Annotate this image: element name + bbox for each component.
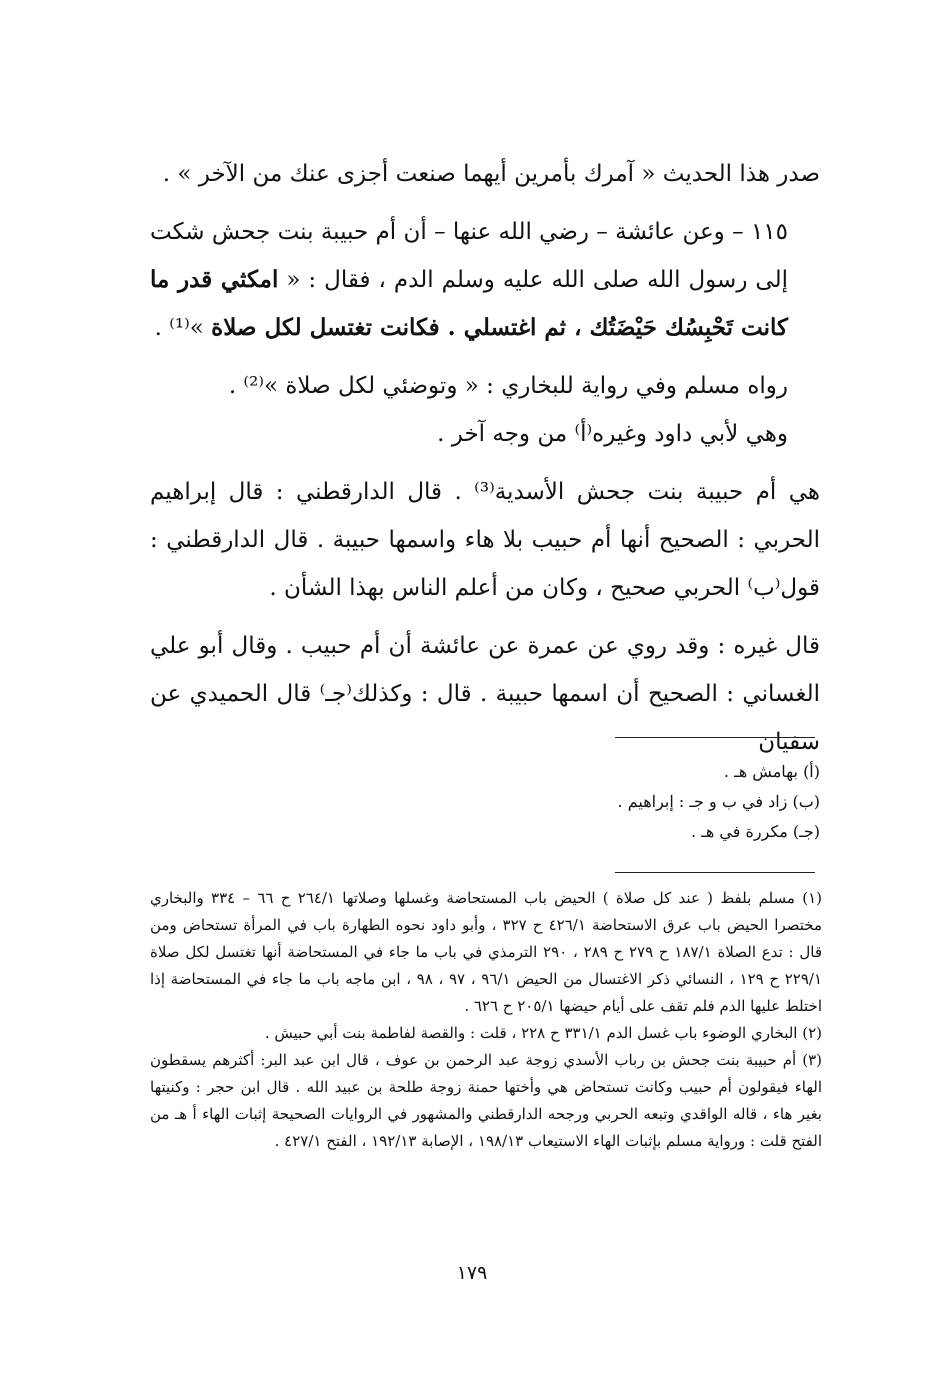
footnote-divider [615, 737, 815, 738]
editor-note: (ب) زاد في ب و جـ : إبراهيم . [617, 792, 820, 811]
editor-note: (جـ) مكررة في هـ . [691, 822, 820, 841]
footnote: (٣) أم حبيبة بنت جحش بن رباب الأسدي زوجة عبد الرحمن بن عوف ، قال ابن عبد البر: أكثرهم يسقطون الهاء فيقولون أم حبيب وكانت تستحاض هي وأختها حمنة زوجة طلحة بن عبيد الله . قال ابن حجر : وكنيتها بغير هاء ، قاله الواقدي وتبعه الحربي ورجحه الدارقطني والمشهور في الروايات الصحيحة إثبات الهاء أ هـ من الفتح قلت : ورواية مسلم بإثبات الهاء الاستيعاب ١٩٨/١٣ ، الإصابة ١٩٢/١٣ ، الفتح ٤٢٧/١ . [150, 1051, 822, 1150]
editor-notes [560, 757, 820, 847]
footnote: (١) مسلم بلفظ ( عند كل صلاة ) الحيض باب المستحاضة وغسلها وصلاتها ٢٦٤/١ ح ٦٦ – ٣٣٤ والبخاري مختصرا الحيض باب عرق الاستحاضة ٤٢٦/١ ح ٣٢٧ ، وأبو داود نحوه الطهارة باب في المرأة تستحاض ومن قال : تدع الصلاة ١٨٧/١ ح ٢٧٩ ح ٢٨٩ ، ٢٩٠ الترمذي في باب ما جاء في المستحاضة أنها تغتسل لكل صلاة ٢٢٩/١ ح ١٢٩ ، النسائي ذكر الاغتسال من الحيض ٩٦/١ ، ٩٧ ، ٩٨ ، ابن ماجه باب ما جاء في المستحاضة إذا اختلط عليها الدم فلم تقف على أيام حيضها ٢٠٥/١ ح ٦٢٦ . [150, 889, 823, 1015]
hadith-narration: ١١٥ – وعن عائشة – رضي الله عنها – أن أم حبيبة بنت جحش شكت إلى رسول الله صلى الله عليه وسلم الدم ، فقال : « [150, 219, 788, 293]
hadith-closing: »⁽¹⁾ . [154, 315, 212, 341]
paragraph-others: قال غيره : وقد روي عن عمرة عن عائشة أن أم حبيب . وقال أبو علي الغساني : الصحيح أن اسمها حبيبة . قال : وكذلك⁽جـ⁾ قال الحميدي عن سفيان [150, 633, 820, 755]
main-text [150, 150, 820, 776]
paragraph-muslim-narration: رواه مسلم وفي رواية للبخاري : « وتوضئي لكل صلاة »⁽²⁾ . [228, 373, 788, 399]
paragraph-hadith-intro: صدر هذا الحديث « آمرك بأمرين أيهما صنعت أجزى عنك من الآخر » . [162, 161, 820, 187]
hadith-text-bold: امكثي قدر ما كانت تَحْبِسُك حَيْضَتُك ، ثم اغتسلي . فكانت تغتسل لكل صلاة [150, 266, 788, 341]
footnote-divider [615, 872, 815, 873]
paragraph-umm-habiba: هي أم حبيبة بنت جحش الأسدية⁽³⁾ . قال الدارقطني : قال إبراهيم الحربي : الصحيح أنها أم حبيب بلا هاء واسمها حبيبة . قال الدارقطني : قول⁽ب⁾ الحربي صحيح ، وكان من أعلم الناس بهذا الشأن . [150, 479, 820, 601]
page-number: ١٧٩ [456, 1262, 488, 1284]
footnotes [150, 885, 822, 1155]
paragraph-hadith-115 [150, 208, 820, 352]
paragraph-abu-dawud: وهي لأبي داود وغيره⁽أ⁾ من وجه آخر . [437, 421, 788, 447]
editor-note: (أ) بهامش هـ . [723, 762, 820, 781]
footnote: (٢) البخاري الوضوء باب غسل الدم ٣٣١/١ ح ٢٢٨ ، قلت : والقصة لفاطمة بنت أبي حبيش . [264, 1024, 822, 1042]
